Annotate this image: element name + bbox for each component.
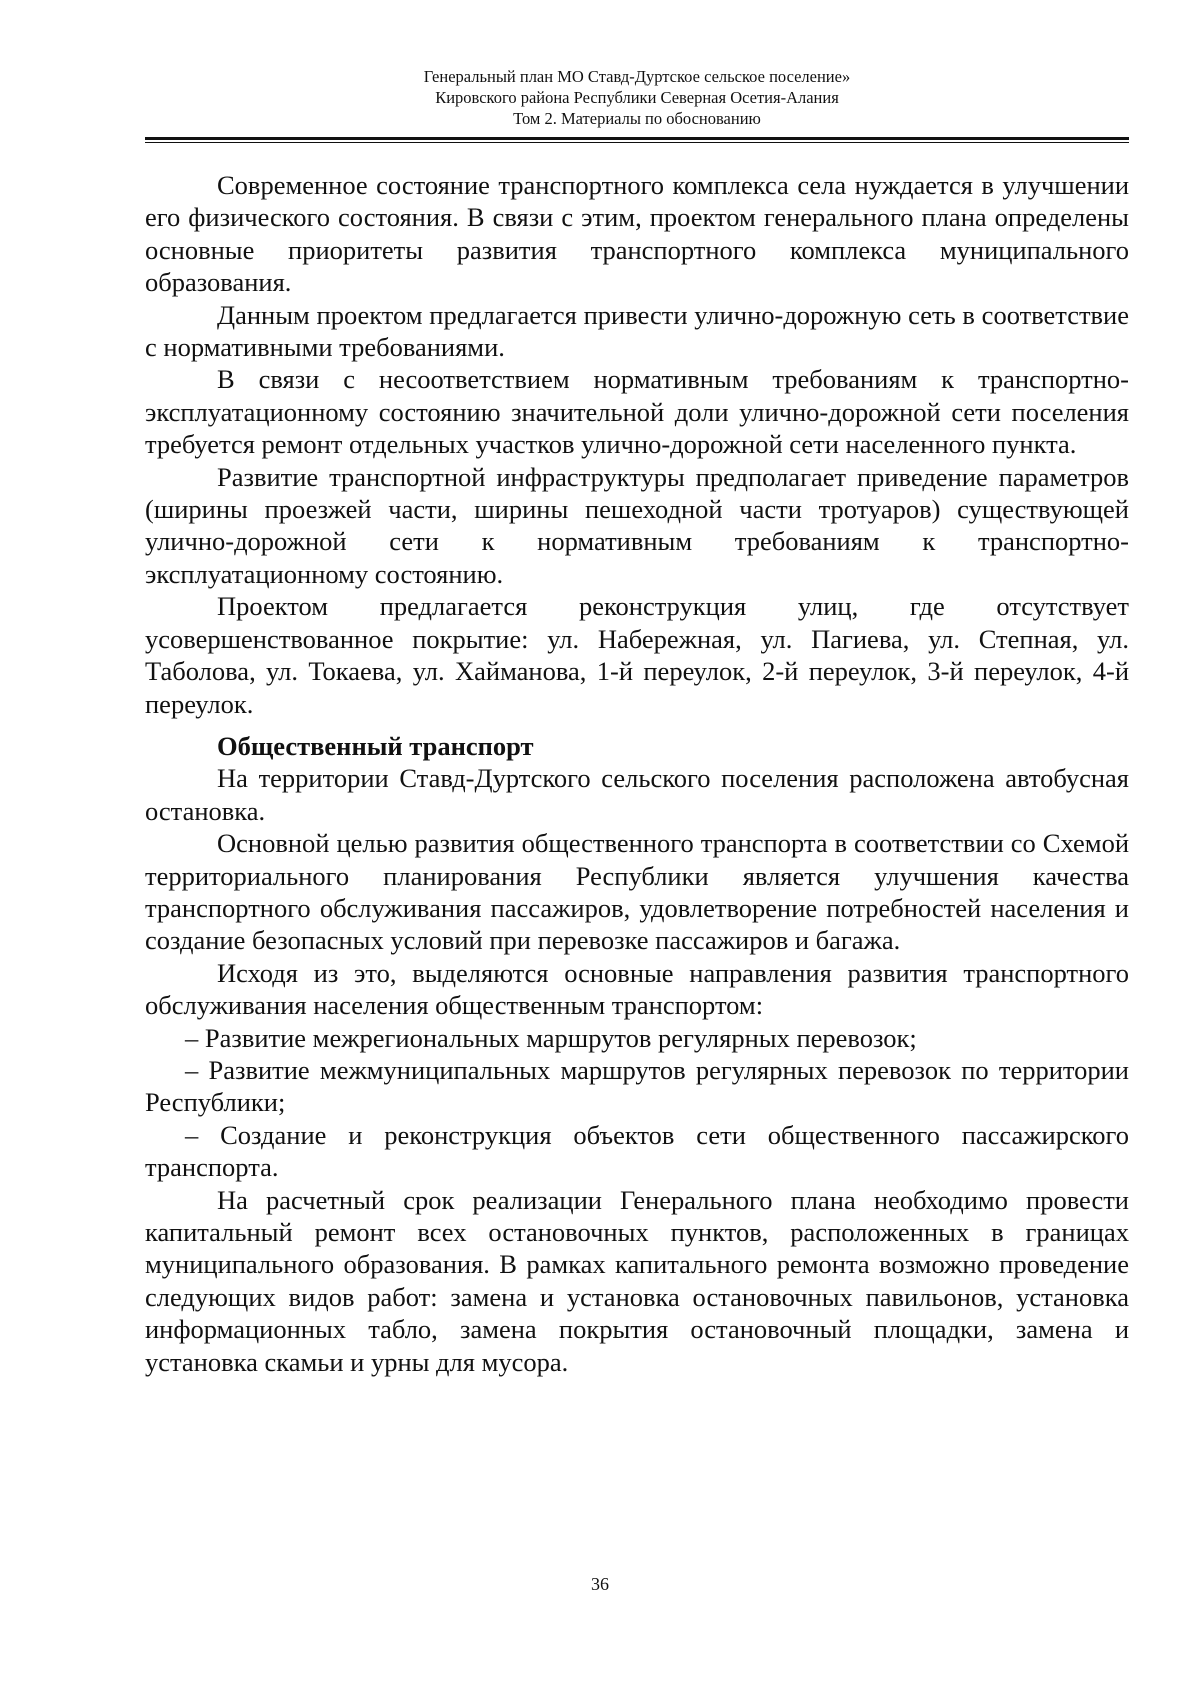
header-rule-thick [145, 137, 1129, 140]
paragraph: В связи с несоответствием нормативным требованиям к транспортно-эксплуатационному состоянию значительной доли улично-дорожной сети поселения требуется ремонт отдельных участков улично-дорожной сети населенного пункта. [145, 364, 1129, 460]
paragraph: Исходя из это, выделяются основные направления развития транспортного обслуживания населения общественным транспортом: [145, 957, 1129, 1021]
document-header [145, 66, 1129, 129]
paragraph: Проектом предлагается реконструкция улиц, где отсутствует усовершенствованное покрытие: ул. Набережная, ул. Пагиева, ул. Степная, ул. Таболова, ул. Токаева, ул. Хайманова, 1-й переулок, 2-й переулок, 3-й переулок, 4-й переулок. [145, 591, 1129, 719]
page-number: 36 [591, 1574, 609, 1594]
paragraph: На территории Ставд-Дуртского сельского поселения расположена автобусная остановка. [145, 763, 1129, 826]
paragraph: На расчетный срок реализации Генерального плана необходимо провести капитальный ремонт всех остановочных пунктов, расположенных в границах муниципального образования. В рамках капитального ремонта возможно проведение следующих видов работ: замена и установка остановочных павильонов, установка информационных табло, замена покрытия остановочный площадки, замена и установка скамьи и урны для мусора. [145, 1184, 1129, 1377]
paragraph: Основной целью развития общественного транспорта в соответствии со Схемой территориального планирования Республики является улучшения качества транспортного обслуживания пассажиров, удовлетворение потребностей населения и создание безопасных условий при перевозке пассажиров и багажа. [145, 828, 1129, 956]
paragraph: Развитие транспортной инфраструктуры предполагает приведение параметров (ширины проезжей части, ширины пешеходной части тротуаров) существующей улично-дорожной сети к нормативным требованиям к транспортно-эксплуатационному состоянию. [145, 461, 1129, 589]
section-heading: Общественный транспорт [217, 730, 534, 761]
document-body [145, 169, 1129, 1378]
header-title-line: Генеральный план МО Ставд-Дуртское сельское поселение» [423, 67, 851, 86]
paragraph: Современное состояние транспортного комплекса села нуждается в улучшении его физического состояния. В связи с этим, проектом генерального плана определены основные приоритеты развития транспортного комплекса муниципального образования. [145, 170, 1129, 298]
header-volume-line: Том 2. Материалы по обоснованию [513, 109, 761, 128]
bullet-item: – Создание и реконструкция объектов сети общественного пассажирского транспорта. [145, 1119, 1129, 1183]
header-region-line: Кировского района Республики Северная Осетия-Алания [435, 88, 839, 107]
bullet-item: – Развитие межмуниципальных маршрутов регулярных перевозок по территории Республики; [145, 1054, 1129, 1118]
bullet-item: – Развитие межрегиональных маршрутов регулярных перевозок; [185, 1022, 917, 1053]
paragraph: Данным проектом предлагается привести улично-дорожную сеть в соответствие с нормативными требованиями. [145, 299, 1129, 363]
header-rule-thin [145, 142, 1129, 143]
